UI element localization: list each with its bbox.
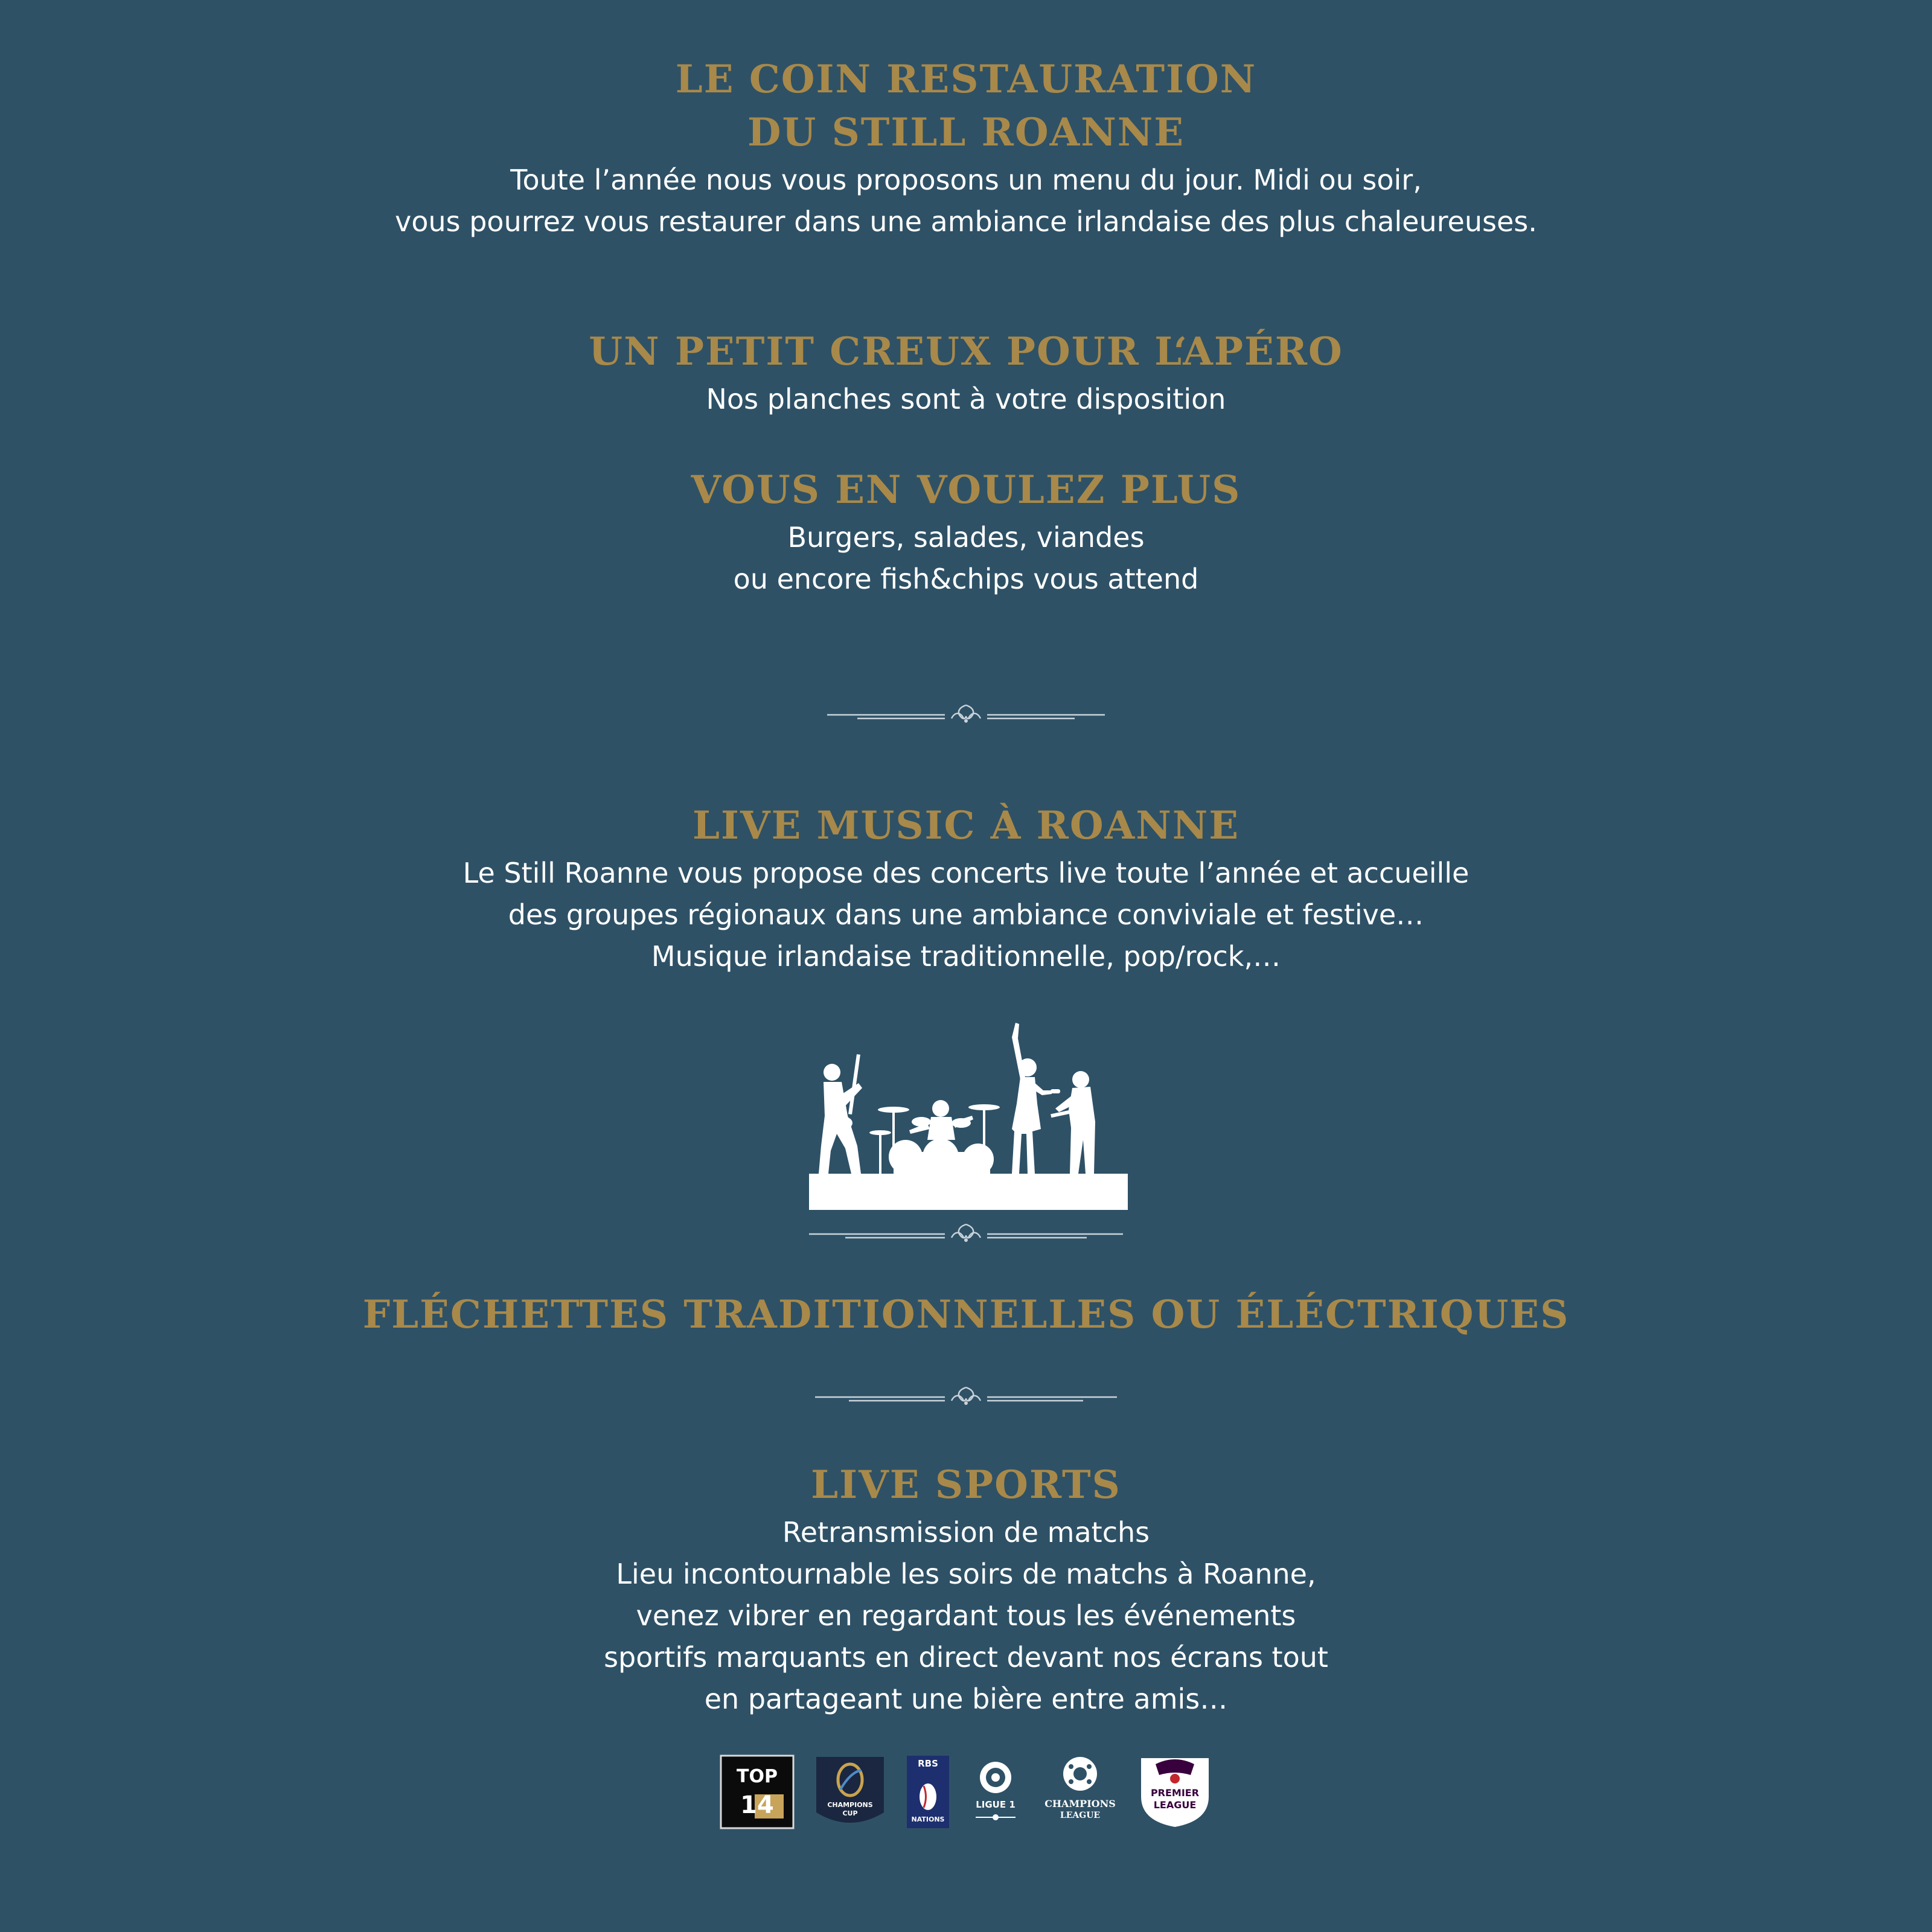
ligue1-logo-icon	[968, 1754, 1023, 1829]
top14-logo-line1: TOP	[737, 1766, 778, 1787]
premier-league-logo-line2: LEAGUE	[1153, 1799, 1197, 1811]
premier-league-logo	[1137, 1754, 1212, 1829]
six-nations-logo-line1: RBS	[918, 1758, 938, 1769]
six-nations-logo	[906, 1754, 950, 1829]
six-nations-logo-line2: NATIONS	[911, 1815, 945, 1823]
champions-cup-logo	[813, 1754, 888, 1829]
top14-logo-line2: 14	[740, 1791, 774, 1819]
sports-section	[0, 1459, 1932, 1720]
music-text-line-1: Le Still Roanne vous propose des concerts live toute l’année et accueille	[462, 857, 1470, 889]
restauration-text-line-2: vous pourrez vous restaurer dans une ambiance irlandaise des plus chaleureuses.	[395, 205, 1537, 238]
sports-heading: LIVE SPORTS	[811, 1462, 1121, 1508]
champions-cup-logo-line1: CHAMPIONS	[827, 1801, 873, 1809]
ligue1-logo	[968, 1754, 1023, 1829]
flechettes-heading: FLÉCHETTES TRADITIONNELLES OU ÉLÉCTRIQUES	[362, 1292, 1570, 1337]
apero-text: Nos planches sont à votre disposition	[706, 383, 1226, 415]
ligue1-logo-label: LIGUE 1	[976, 1799, 1016, 1810]
plus-heading: VOUS EN VOULEZ PLUS	[691, 467, 1241, 513]
plus-section	[0, 464, 1932, 600]
champions-league-logo	[1041, 1754, 1119, 1829]
ornament-divider-icon	[803, 1220, 1129, 1247]
sports-text-line-3: venez vibrer en regardant tous les événements	[636, 1599, 1296, 1632]
ornament-divider	[0, 1220, 1932, 1247]
premier-league-logo-line1: PREMIER	[1150, 1787, 1200, 1799]
sports-text-line-1: Retransmission de matchs	[782, 1516, 1150, 1549]
ornament-divider	[0, 700, 1932, 728]
plus-text-line-2: ou encore fish&chips vous attend	[733, 563, 1199, 595]
band-illustration	[0, 1019, 1932, 1210]
apero-section	[0, 325, 1932, 420]
restauration-text-line-1: Toute l’année nous vous proposons un menu du jour. Midi ou soir,	[510, 164, 1422, 196]
sports-text-line-2: Lieu incontournable les soirs de matchs à Roanne,	[616, 1558, 1316, 1590]
ornament-divider-icon	[821, 700, 1111, 728]
restauration-heading-line-1: LE COIN RESTAURATION	[675, 57, 1257, 102]
champions-cup-logo-icon	[813, 1754, 888, 1829]
restauration-heading-line-2: DU STILL ROANNE	[747, 110, 1185, 155]
champions-league-logo-line2: LEAGUE	[1060, 1811, 1101, 1820]
music-heading: LIVE MUSIC À ROANNE	[693, 803, 1239, 848]
top14-logo	[720, 1754, 795, 1829]
restauration-section	[0, 53, 1932, 243]
music-text-line-2: des groupes régionaux dans une ambiance conviviale et festive…	[508, 898, 1424, 931]
flechettes-section	[0, 1288, 1932, 1342]
ornament-divider	[0, 1383, 1932, 1410]
apero-heading: UN PETIT CREUX POUR L‘APÉRO	[589, 329, 1343, 374]
league-logos	[0, 1754, 1932, 1829]
plus-text-line-1: Burgers, salades, viandes	[787, 521, 1145, 554]
ornament-divider-icon	[809, 1383, 1123, 1410]
champions-league-logo-line1: CHAMPIONS	[1044, 1798, 1116, 1809]
champions-cup-logo-line2: CUP	[842, 1809, 858, 1817]
sports-text-line-5: en partageant une bière entre amis…	[704, 1683, 1228, 1715]
sports-text-line-4: sportifs marquants en direct devant nos écrans tout	[604, 1641, 1328, 1674]
music-section	[0, 799, 1932, 977]
band-silhouette-icon	[803, 1019, 1129, 1210]
music-text-line-3: Musique irlandaise traditionnelle, pop/rock,…	[651, 940, 1281, 973]
